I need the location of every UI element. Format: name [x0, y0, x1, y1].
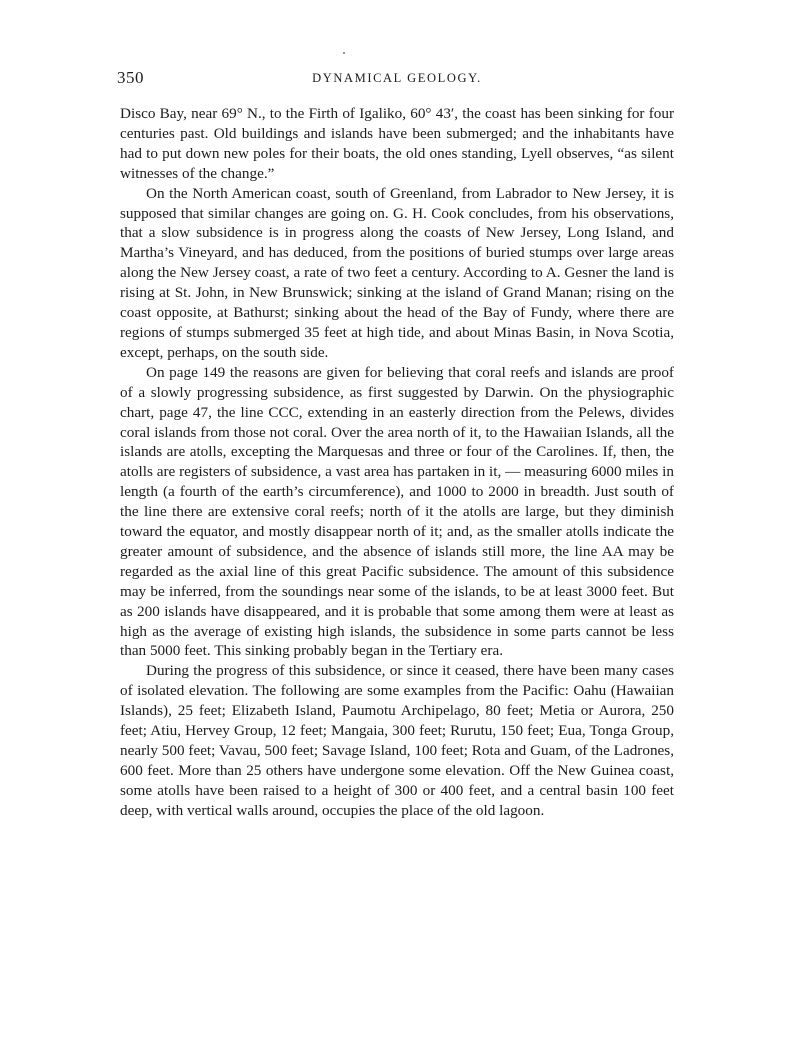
page-header — [117, 68, 674, 92]
printer-mark — [343, 52, 345, 54]
book-page — [117, 68, 674, 821]
paragraph-continued: Disco Bay, near 69° N., to the Firth of Igaliko, 60° 43′, the coast has been sinking for four centuries past. Old buildings and islands have been submerged; and the inhabitants have had to put down new poles for their boats, the old ones standing, Lyell observes, “as silent witnesses of the change.” — [120, 105, 674, 182]
body-text — [120, 104, 674, 821]
page-number: 350 — [117, 68, 144, 87]
paragraph-isolated-elevation: During the progress of this subsidence, or since it ceased, there have been many cases of isolated elevation. The following are some examples from the Pacific: Oahu (Hawaiian Islands), 25 feet; Elizabeth Island, Paumotu Archipelago, 80 feet; Metia or Aurora, 250 feet; Atiu, Hervey Group, 12 feet; Mangaia, 300 feet; Rurutu, 150 feet; Eua, Tonga Group, nearly 500 feet; Vavau, 500 feet; Savage Island, 100 feet; Rota and Guam, of the Ladrones, 600 feet. More than 25 others have undergone some elevation. Off the New Guinea coast, some atolls have been raised to a height of 300 or 400 feet, and a central basin 100 feet deep, with vertical walls around, occupies the place of the old lagoon. — [120, 662, 674, 819]
paragraph-north-american-coast: On the North American coast, south of Greenland, from Labrador to New Jersey, it is supposed that similar changes are going on. G. H. Cook concludes, from his observations, that a slow subsidence is in progress along the coasts of New Jersey, Long Island, and Martha’s Vineyard, and has deduced, from the positions of buried stumps over large areas along the New Jersey coast, a rate of two feet a century. According to A. Gesner the land is rising at St. John, in New Brunswick; sinking at the island of Grand Manan; rising on the coast opposite, at Bathurst; sinking about the head of the Bay of Fundy, where there are regions of stumps submerged 35 feet at high tide, and about Minas Basin, in Nova Scotia, except, perhaps, on the south side. — [120, 184, 674, 361]
paragraph-coral-subsidence: On page 149 the reasons are given for believing that coral reefs and islands are proof of a slowly progressing subsidence, as first suggested by Darwin. On the physiographic chart, page 47, the line CCC, extending in an easterly direction from the Pelews, divides coral islands from those not coral. Over the area north of it, to the Hawaiian Islands, all the islands are atolls, excepting the Marquesas and three or four of the Carolines. If, then, the atolls are registers of subsidence, a vast area has partaken in it, — measuring 6000 miles in length (a fourth of the earth’s circumference), and 1000 to 2000 in breadth. Just south of the line there are extensive coral reefs; north of it the atolls are large, but they diminish toward the equator, and mostly disappear north of it; and, as the smaller atolls indicate the greater amount of subsidence, and the absence of islands still more, the line AA may be regarded as the axial line of this great Pacific subsidence. The amount of this subsidence may be inferred, from the soundings near some of the islands, to be at least 3000 feet. But as 200 islands have disappeared, and it is probable that some among them were at least as high as the average of existing high islands, the subsidence in some parts cannot be less than 5000 feet. This sinking probably began in the Tertiary era. — [120, 363, 674, 660]
running-head: DYNAMICAL GEOLOGY. — [312, 71, 482, 85]
